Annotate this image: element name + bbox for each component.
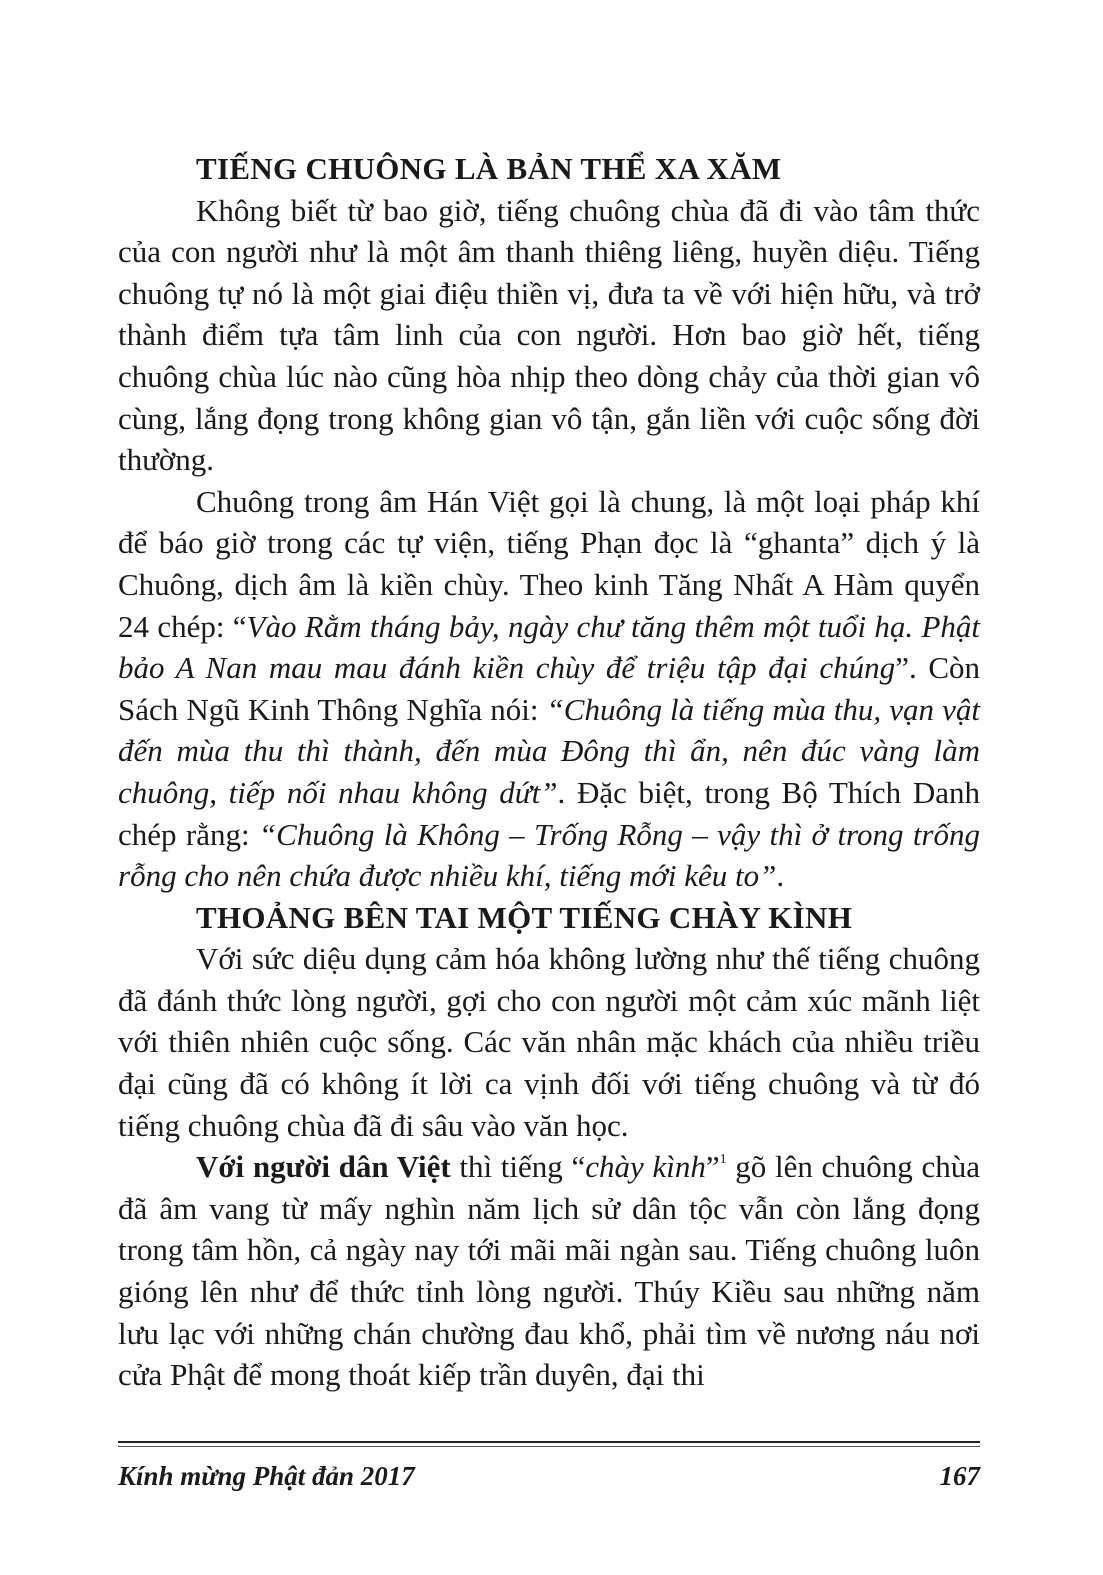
text-run: Chuông trong âm Hán Việt gọi là chung, là một loại pháp khí để báo giờ trong các tự viện, tiếng Phạn đọc là “ghanta” dịch ý là Chuông, dịch âm là kiền chùy. Theo kinh Tăng Nhất A Hàm quyển 24 chép: “ xyxy=(118,483,980,644)
text-run: . xyxy=(776,858,785,894)
text-run: . Đặc biệt, trong Bộ Thích Danh chép rằng: xyxy=(118,774,980,852)
section-heading-2: THOẢNG BÊN TAI MỘT TIẾNG CHÀY KÌNH xyxy=(196,899,853,935)
quote-italic: Vào Rằm tháng bảy, ngày chư tăng thêm một tuổi hạ. Phật bảo A Nan mau mau đánh kiền chùy để triệu tập đại chúng xyxy=(118,608,981,686)
page-number: 167 xyxy=(939,1461,980,1491)
page-body xyxy=(118,148,980,1396)
bold-lead: Với người dân Việt xyxy=(196,1149,451,1185)
footer-rule-thin xyxy=(118,1446,980,1447)
text-run: ”. Còn Sách Ngũ Kinh Thông Nghĩa nói: xyxy=(118,650,980,727)
quote-italic: “Chuông là tiếng mùa thu, vạn vật đến mùa thu thì thành, đến mùa Đông thì ẩn, nên đúc vàng làm chuông, tiếp nối nhau không dứt” xyxy=(118,691,980,810)
text-run: gõ lên chuông chùa đã âm vang từ mấy nghìn năm lịch sử dân tộc vẫn còn lắng đọng trong tâm hồn, cả ngày nay tới mãi mãi ngàn sau. Tiếng chuông luôn gióng lên như để thức tỉnh lòng người. Thúy Kiều sau những năm lưu lạc với những chán chường đau khổ, phải tìm về nương náu nơi cửa Phật để mong thoát kiếp trần duyên, đại thi xyxy=(118,1149,980,1393)
text-run: thì tiếng “ xyxy=(450,1149,586,1185)
paragraph-3: Với sức diệu dụng cảm hóa không lường như thế tiếng chuông đã đánh thức lòng người, gợi cho con người một cảm xúc mãnh liệt với thiên nhiên cuộc sống. Các văn nhân mặc khách của nhiều triều đại cũng đã có không ít lời ca vịnh đối với tiếng chuông và từ đó tiếng chuông chùa đã đi sâu vào văn học. xyxy=(118,941,980,1143)
quote-italic: chày kình xyxy=(585,1149,706,1185)
paragraph-4 xyxy=(118,1146,980,1396)
footnote-marker[interactable]: 1 xyxy=(719,1152,727,1168)
section-heading-1: TIẾNG CHUÔNG LÀ BẢN THỂ XA XĂM xyxy=(196,151,782,186)
text-run: ” xyxy=(705,1149,720,1185)
paragraph-1: Không biết từ bao giờ, tiếng chuông chùa đã đi vào tâm thức của con người như là một âm thanh thiêng liêng, huyền diệu. Tiếng chuông tự nó là một giai điệu thiền vị, đưa ta về với hiện hữu, và trở thành điểm tựa tâm linh của con người. Hơn bao giờ hết, tiếng chuông chùa lúc nào cũng hòa nhịp theo dòng chảy của thời gian vô cùng, lắng đọng trong không gian vô tận, gắn liền với cuộc sống đời thường. xyxy=(118,192,980,478)
footer-rule xyxy=(118,1441,980,1443)
quote-italic: “Chuông là Không – Trống Rỗng – vậy thì ở trong trống rỗng cho nên chứa được nhiều khí, tiếng mới kêu to” xyxy=(118,816,980,894)
paragraph-2 xyxy=(118,481,980,897)
running-footer-title: Kính mừng Phật đản 2017 xyxy=(118,1461,415,1491)
